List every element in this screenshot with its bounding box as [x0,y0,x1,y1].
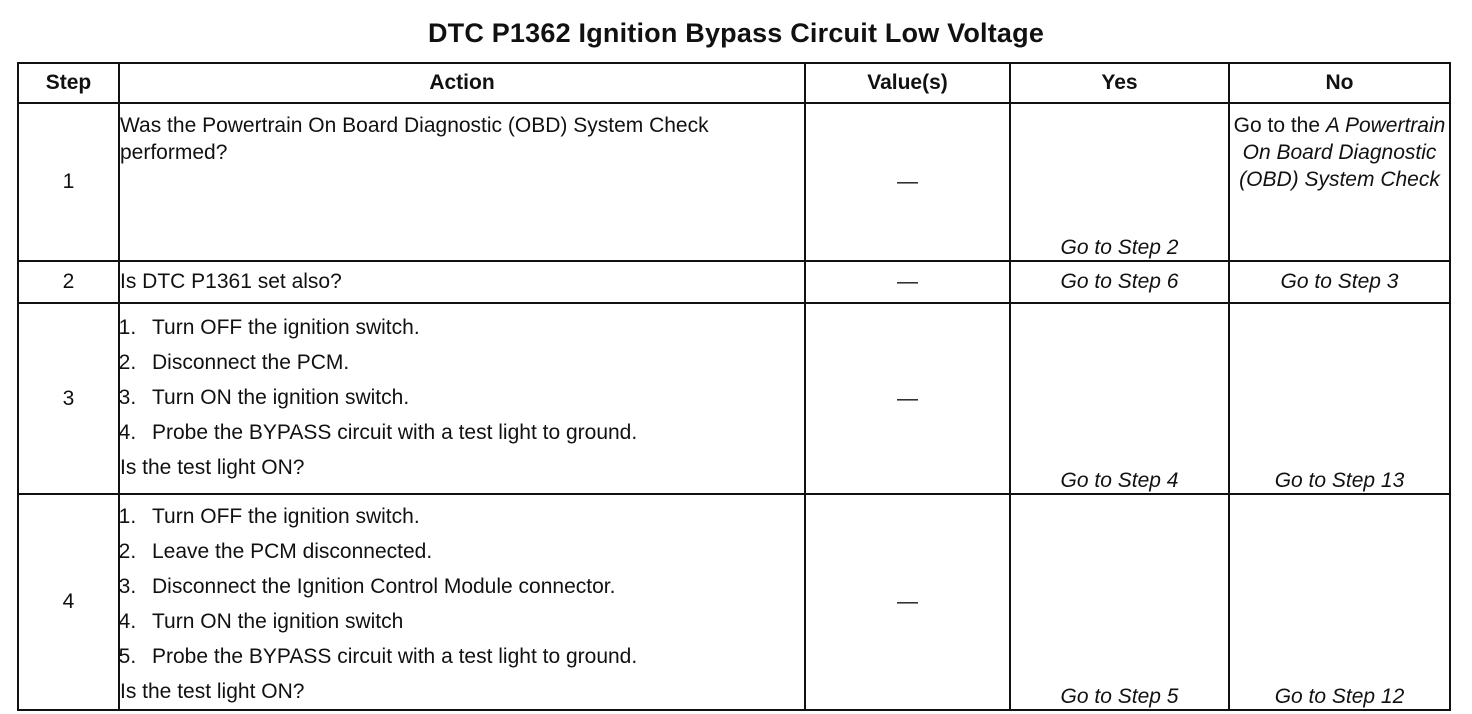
diagnostic-table [17,62,1451,711]
value-cell: — [805,103,1010,261]
action-list [120,310,804,450]
action-question: Is the test light ON? [120,456,305,479]
yes-link[interactable]: Go to Step 5 [1010,494,1229,710]
no-link[interactable]: Go to Step 3 [1229,261,1450,303]
action-item: 2. Disconnect the PCM. [142,345,804,380]
value-cell: — [805,261,1010,303]
action-item: 5. Probe the BYPASS circuit with a test light to ground. [142,639,804,674]
no-link[interactable]: A Powertrain On Board Diagnostic (OBD) System Check [1239,114,1446,191]
no-link[interactable]: Go to Step 12 [1229,494,1450,710]
yes-link[interactable]: Go to Step 2 [1010,103,1229,261]
action-question: Is the test light ON? [120,680,305,703]
no-cell [1229,103,1450,261]
action-text: Is DTC P1361 set also? [119,261,805,303]
yes-link[interactable]: Go to Step 6 [1010,261,1229,303]
table-row [18,261,1450,303]
action-item: 1. Turn OFF the ignition switch. [142,310,804,345]
table-row [18,303,1450,494]
header-no: No [1229,63,1450,103]
header-values: Value(s) [805,63,1010,103]
step-number: 3 [18,303,119,494]
header-action: Action [119,63,805,103]
header-yes: Yes [1010,63,1229,103]
action-item: 3. Disconnect the Ignition Control Module connector. [142,569,804,604]
no-prefix: Go to the [1233,114,1326,137]
action-item: 4. Probe the BYPASS circuit with a test light to ground. [142,415,804,450]
action-cell [119,303,805,494]
action-list [120,499,804,674]
page-title: DTC P1362 Ignition Bypass Circuit Low Voltage [427,18,1045,48]
step-number: 1 [18,103,119,261]
action-item: 2. Leave the PCM disconnected. [142,534,804,569]
action-item: 3. Turn ON the ignition switch. [142,380,804,415]
action-text: Was the Powertrain On Board Diagnostic (OBD) System Check performed? [119,103,805,261]
header-row [18,63,1450,103]
table-row [18,494,1450,710]
step-number: 4 [18,494,119,710]
value-cell: — [805,303,1010,494]
action-item: 1. Turn OFF the ignition switch. [142,499,804,534]
action-cell [119,494,805,710]
header-step: Step [18,63,119,103]
action-item: 4. Turn ON the ignition switch [142,604,804,639]
step-number: 2 [18,261,119,303]
no-link[interactable]: Go to Step 13 [1229,303,1450,494]
table-row [18,103,1450,261]
value-cell: — [805,494,1010,710]
yes-link[interactable]: Go to Step 4 [1010,303,1229,494]
